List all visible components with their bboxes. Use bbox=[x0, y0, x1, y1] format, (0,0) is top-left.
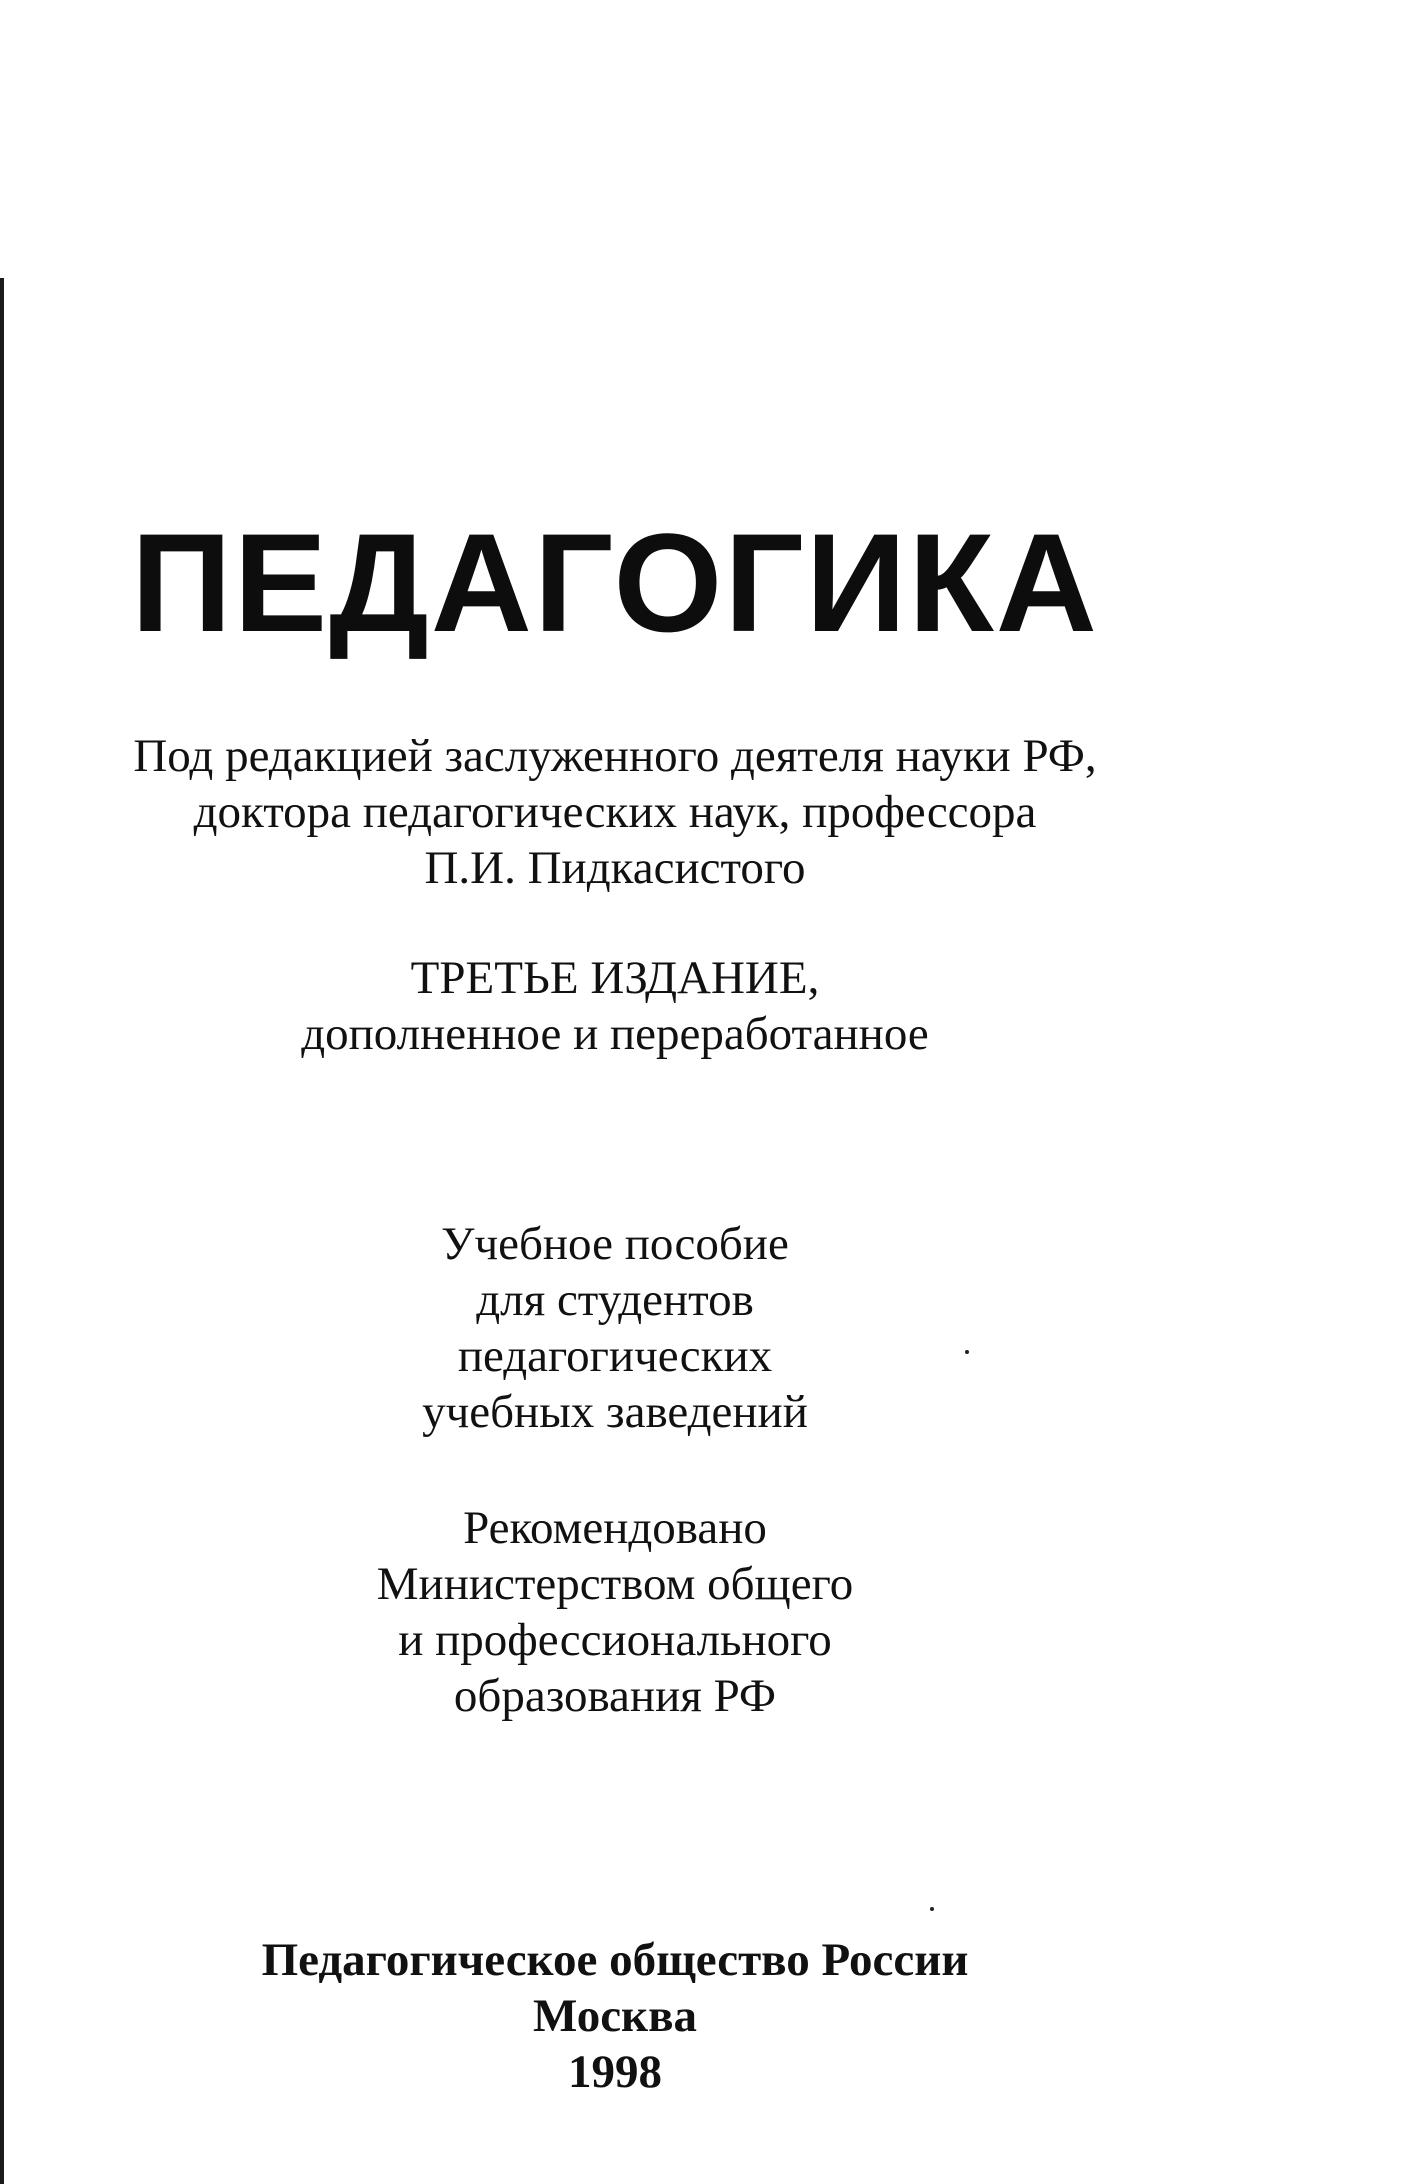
book-title: ПЕДАГОГИКА bbox=[131, 504, 1099, 661]
publisher-city: Москва bbox=[532, 1990, 698, 2042]
editor-credit bbox=[0, 728, 1230, 896]
purpose-line-2: для студентов bbox=[476, 1274, 754, 1326]
publisher-name: Педагогическое общество России bbox=[261, 1934, 969, 1986]
publisher-imprint bbox=[0, 1932, 1230, 2100]
purpose-line-3: педагогических bbox=[457, 1330, 773, 1382]
purpose-line-1: Учебное пособие bbox=[441, 1218, 789, 1270]
purpose-statement bbox=[0, 1216, 1230, 1440]
purpose-line-4: учебных заведений bbox=[422, 1386, 808, 1438]
editor-line-2: доктора педагогических наук, профессора bbox=[193, 786, 1037, 838]
editor-line-3: П.И. Пидкасистого bbox=[424, 842, 806, 894]
edition-heading: ТРЕТЬЕ ИЗДАНИЕ, bbox=[410, 952, 820, 1004]
recommendation-line-2: Министерством общего bbox=[376, 1558, 854, 1610]
recommendation-statement bbox=[0, 1500, 1230, 1724]
edition-info bbox=[0, 950, 1230, 1062]
edition-subheading: дополненное и переработанное bbox=[301, 1008, 929, 1060]
publication-year: 1998 bbox=[568, 2046, 662, 2098]
scan-speck bbox=[930, 1907, 934, 1911]
recommendation-line-4: образования РФ bbox=[453, 1670, 777, 1722]
editor-line-1: Под редакцией заслуженного деятеля науки РФ, bbox=[133, 730, 1097, 782]
recommendation-line-3: и профессионального bbox=[398, 1614, 832, 1666]
scan-speck bbox=[965, 1350, 969, 1354]
recommendation-line-1: Рекомендовано bbox=[463, 1502, 767, 1554]
